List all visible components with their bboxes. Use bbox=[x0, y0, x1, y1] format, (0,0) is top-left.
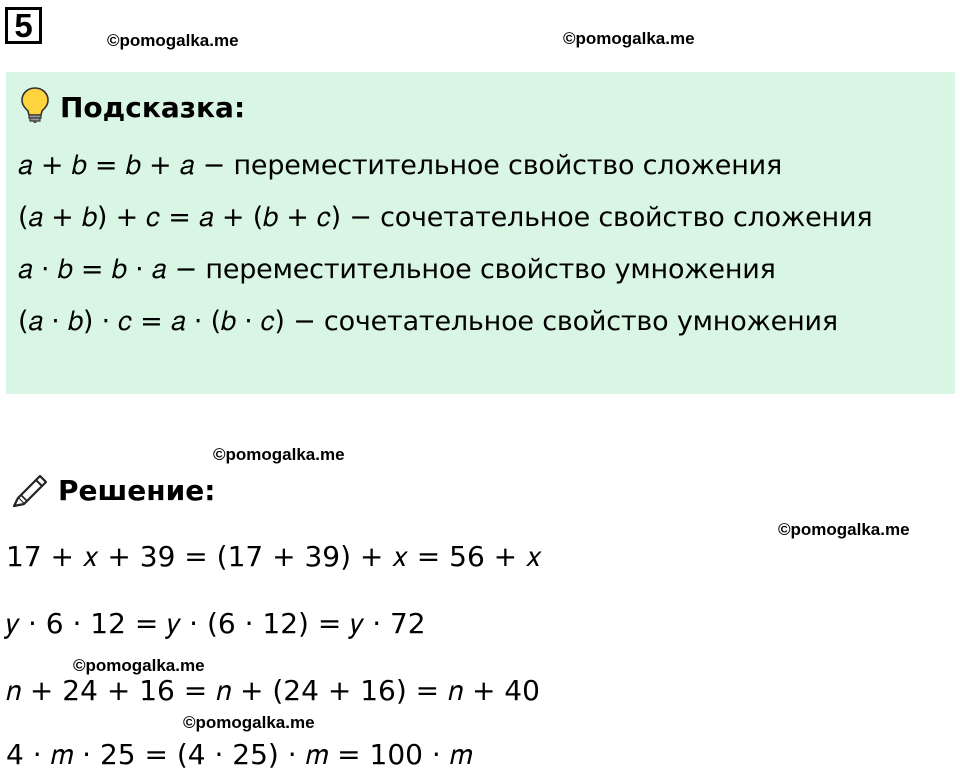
watermark: ©pomogalka.me bbox=[778, 520, 910, 539]
solution-header bbox=[10, 468, 215, 513]
hint-rule: 𝑎 + 𝑏 = 𝑏 + 𝑎 − переместительное свойство сложения bbox=[18, 150, 783, 181]
hint-header bbox=[20, 86, 245, 129]
watermark: ©pomogalka.me bbox=[213, 445, 345, 464]
solution-line: 17 + 𝑥 + 39 = (17 + 39) + 𝑥 = 56 + 𝑥 bbox=[6, 540, 542, 573]
solution-title: Решение: bbox=[58, 474, 216, 507]
hint-rule: 𝑎 ⋅ 𝑏 = 𝑏 ⋅ 𝑎 − переместительное свойство умножения bbox=[18, 254, 776, 285]
hint-panel bbox=[6, 72, 955, 394]
hint-rule: (𝑎 + 𝑏) + 𝑐 = 𝑎 + (𝑏 + 𝑐) − сочетательное свойство сложения bbox=[18, 202, 873, 233]
solution-line: 4 ⋅ 𝑚 ⋅ 25 = (4 ⋅ 25) ⋅ 𝑚 = 100 ⋅ 𝑚 bbox=[6, 738, 473, 771]
hint-title: Подсказка: bbox=[60, 91, 246, 124]
watermark: ©pomogalka.me bbox=[563, 29, 695, 48]
watermark: ©pomogalka.me bbox=[183, 713, 315, 732]
lightbulb-icon bbox=[20, 86, 50, 129]
pencil-icon bbox=[10, 468, 50, 513]
watermark: ©pomogalka.me bbox=[73, 656, 205, 675]
solution-line: 𝑛 + 24 + 16 = 𝑛 + (24 + 16) = 𝑛 + 40 bbox=[6, 674, 540, 707]
solution-line: 𝑦 ⋅ 6 ⋅ 12 = 𝑦 ⋅ (6 ⋅ 12) = 𝑦 ⋅ 72 bbox=[6, 607, 426, 640]
task-number: 5 bbox=[5, 7, 42, 44]
hint-rule: (𝑎 ⋅ 𝑏) ⋅ 𝑐 = 𝑎 ⋅ (𝑏 ⋅ 𝑐) − сочетательное свойство умножения bbox=[18, 306, 838, 337]
watermark: ©pomogalka.me bbox=[107, 31, 239, 50]
